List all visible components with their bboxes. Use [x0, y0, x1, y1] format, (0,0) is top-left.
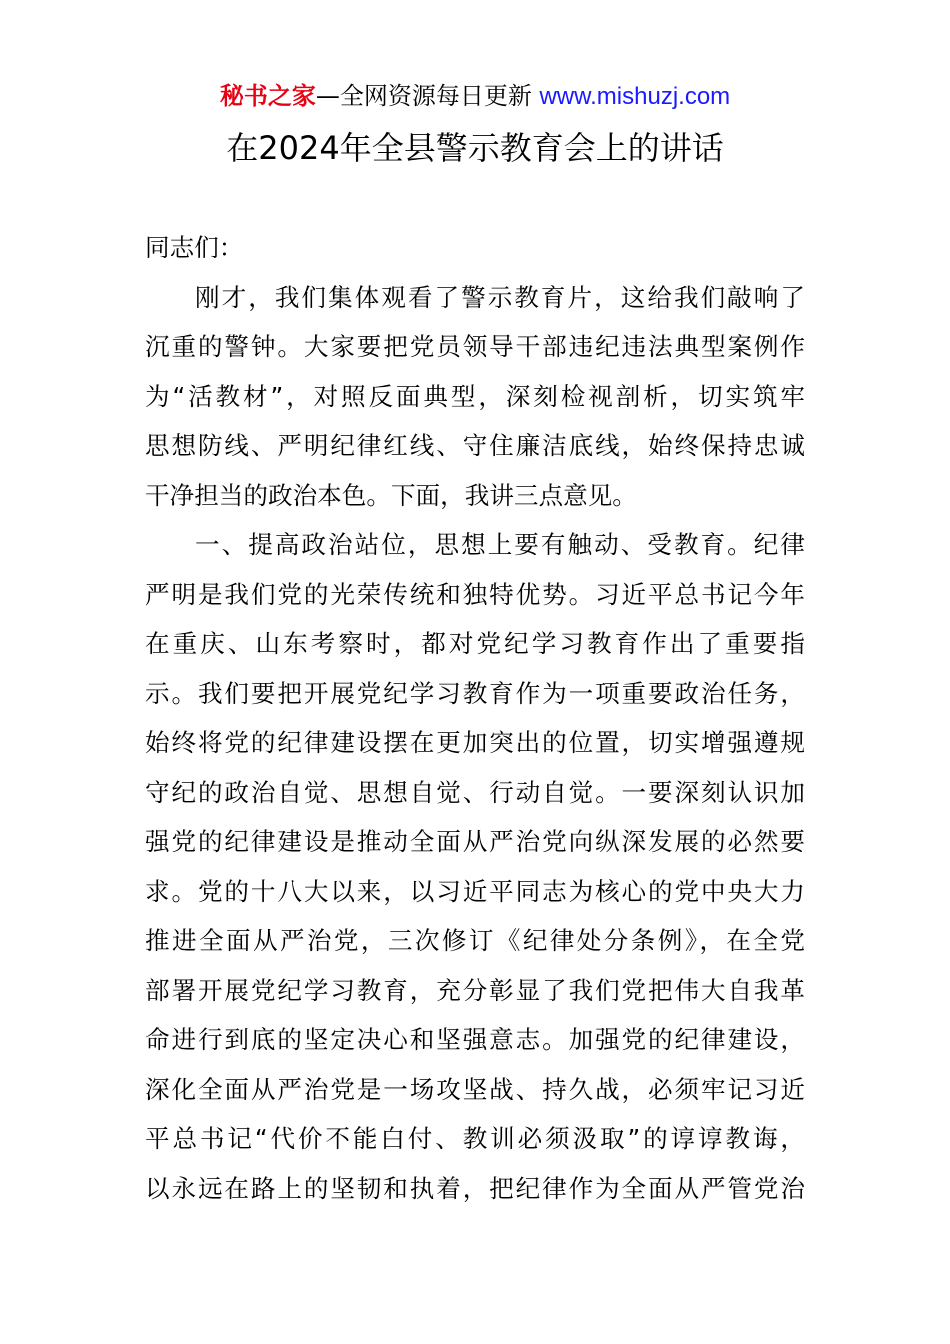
body-line: 深化全面从严治党是一场攻坚战、持久战，必须牢记习近	[145, 1074, 805, 1104]
greeting: 同志们：	[145, 233, 244, 262]
body-line: 严明是我们党的光荣传统和独特优势。习近平总书记今年	[145, 579, 805, 609]
site-header	[0, 80, 950, 113]
body-line: 在重庆、山东考察时，都对党纪学习教育作出了重要指	[145, 629, 805, 658]
body-line: 为“活教材”，对照反面典型，深刻检视剖析，切实筑牢	[145, 381, 805, 411]
body-line: 示。我们要把开展党纪学习教育作为一项重要政治任务，	[145, 678, 805, 708]
body-line: 始终将党的纪律建设摆在更加突出的位置，切实增强遵规	[145, 728, 805, 757]
body-line: 以永远在路上的坚韧和执着，把纪律作为全面从严管党治	[145, 1173, 805, 1203]
body-line: 求。党的十八大以来，以习近平同志为核心的党中央大力	[145, 876, 805, 906]
body-line: 强党的纪律建设是推动全面从严治党向纵深发展的必然要	[145, 827, 805, 856]
body-line: 一、提高政治站位，思想上要有触动、受教育。纪律	[195, 530, 805, 559]
body-line: 守纪的政治自觉、思想自觉、行动自觉。一要深刻认识加	[145, 777, 805, 807]
body-line: 命进行到底的坚定决心和坚强意志。加强党的纪律建设，	[145, 1025, 805, 1054]
body-line: 部署开展党纪学习教育，充分彰显了我们党把伟大自我革	[145, 975, 805, 1005]
document-title: 在2024年全县警示教育会上的讲话	[226, 129, 724, 167]
site-brand: 秘书之家	[219, 82, 316, 110]
body-line: 干净担当的政治本色。下面，我讲三点意见。	[145, 480, 637, 510]
site-slogan: —全网资源每日更新	[315, 82, 532, 110]
body-line: 沉重的警钟。大家要把党员领导干部违纪违法典型案例作	[145, 332, 805, 361]
body-line: 推进全面从严治党，三次修订《纪律处分条例》，在全党	[145, 926, 805, 955]
body-line: 思想防线、严明纪律红线、守住廉洁底线，始终保持忠诚	[145, 431, 805, 460]
document-body	[145, 223, 805, 1213]
body-line: 刚才，我们集体观看了警示教育片，这给我们敲响了	[195, 282, 805, 312]
body-lines	[145, 273, 805, 1214]
body-line: 平总书记“代价不能白付、教训必须汲取”的谆谆教诲，	[145, 1124, 805, 1153]
site-url-link[interactable]: www.mishuzj.com	[539, 83, 731, 110]
